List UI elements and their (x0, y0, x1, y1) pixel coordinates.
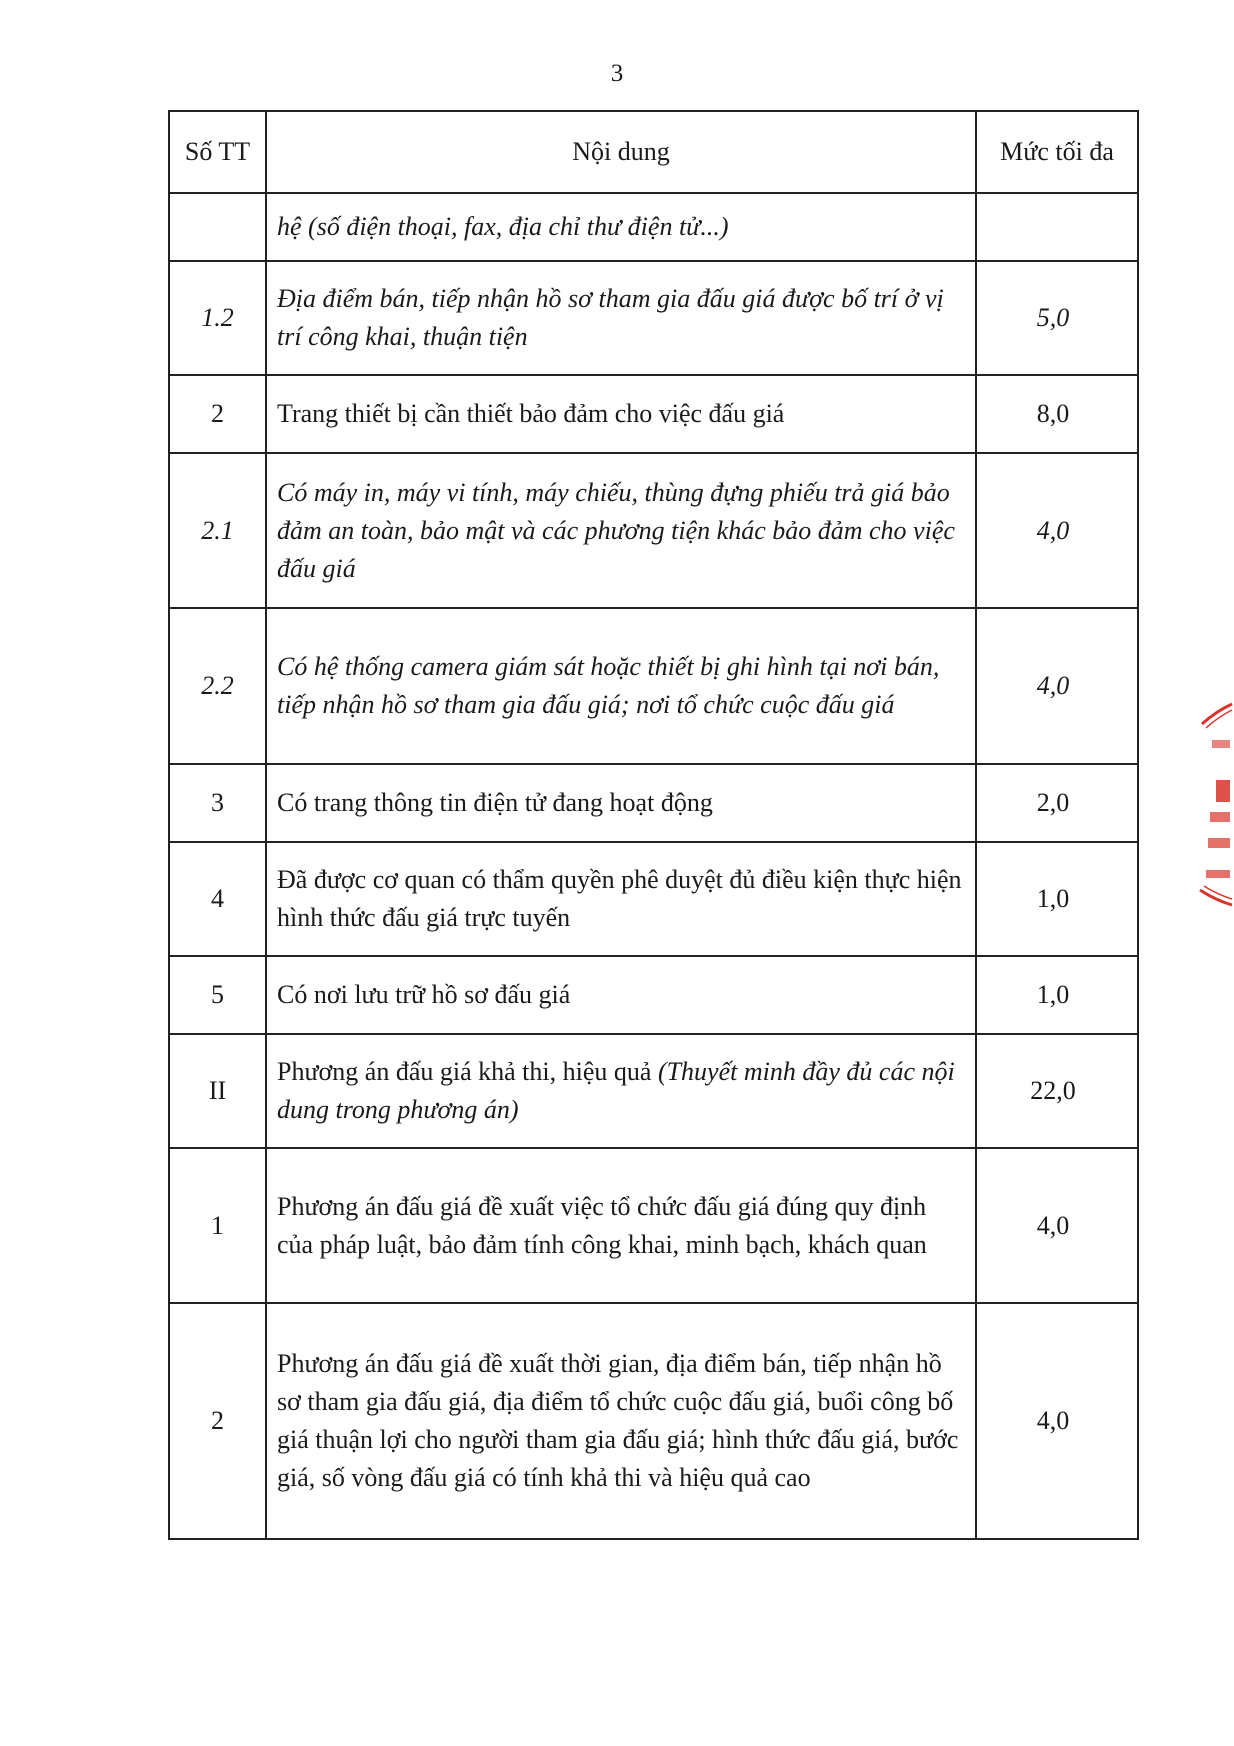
criteria-table (168, 110, 1139, 1540)
row-max-score: 4,0 (976, 1303, 1138, 1539)
row-stt: 5 (169, 956, 266, 1034)
row-content-text: Phương án đấu giá đề xuất thời gian, địa điểm bán, tiếp nhận hồ sơ tham gia đấu giá, địa điểm tổ chức cuộc đấu giá, buổi công bố giá thuận lợi cho người tham gia đấu giá; hình thức đấu giá, bước giá, số vòng đấu giá có tính khả thi và hiệu quả cao (277, 1349, 959, 1492)
row-content (266, 1034, 976, 1148)
row-content-text: Có trang thông tin điện tử đang hoạt động (277, 788, 713, 817)
row-max-score: 4,0 (976, 608, 1138, 764)
row-max-score: 4,0 (976, 1148, 1138, 1303)
table-row (169, 764, 1138, 842)
row-stt: 2 (169, 375, 266, 453)
row-max-score: 5,0 (976, 261, 1138, 375)
table-row (169, 608, 1138, 764)
row-content-suffix: (Thuyết minh đầy đủ các nội dung trong phương án) (277, 1057, 955, 1124)
row-content-text: Có nơi lưu trữ hồ sơ đấu giá (277, 980, 571, 1009)
row-max-score: 1,0 (976, 842, 1138, 956)
row-stt: 2 (169, 1303, 266, 1539)
row-content (266, 375, 976, 453)
row-stt: 2.1 (169, 453, 266, 608)
table-row (169, 1148, 1138, 1303)
row-content (266, 1303, 976, 1539)
row-max-score: 1,0 (976, 956, 1138, 1034)
row-content (266, 1148, 976, 1303)
row-stt: II (169, 1034, 266, 1148)
row-max-score: 8,0 (976, 375, 1138, 453)
row-content-text: Phương án đấu giá đề xuất việc tổ chức đấu giá đúng quy định của pháp luật, bảo đảm tính công khai, minh bạch, khách quan (277, 1191, 927, 1259)
row-max-score: 2,0 (976, 764, 1138, 842)
red-seal-stamp (1194, 700, 1234, 920)
table-row (169, 453, 1138, 608)
row-max-score: 4,0 (976, 453, 1138, 608)
row-stt: 4 (169, 842, 266, 956)
table-row (169, 261, 1138, 375)
row-content-text: Trang thiết bị cần thiết bảo đảm cho việc đấu giá (277, 399, 785, 428)
row-content (266, 764, 976, 842)
table-row (169, 1303, 1138, 1539)
row-content (266, 956, 976, 1034)
header-stt: Số TT (169, 111, 266, 193)
row-content (266, 453, 976, 608)
table-header-row (169, 111, 1138, 193)
row-content-text: Phương án đấu giá khả thi, hiệu quả (277, 1057, 658, 1086)
table-row (169, 842, 1138, 956)
row-max-score (976, 193, 1138, 261)
row-content (266, 193, 976, 261)
header-max-score: Mức tối đa (976, 111, 1138, 193)
row-max-score: 22,0 (976, 1034, 1138, 1148)
row-content (266, 608, 976, 764)
row-stt (169, 193, 266, 261)
row-stt: 2.2 (169, 608, 266, 764)
table-row (169, 1034, 1138, 1148)
row-stt: 1 (169, 1148, 266, 1303)
row-stt: 3 (169, 764, 266, 842)
table-row (169, 956, 1138, 1034)
row-content-text: Có hệ thống camera giám sát hoặc thiết bị ghi hình tại nơi bán, tiếp nhận hồ sơ tham gia đấu giá; nơi tổ chức cuộc đấu giá (277, 652, 940, 719)
header-content: Nội dung (266, 111, 976, 193)
row-content-text: hệ (số điện thoại, fax, địa chỉ thư điện tử...) (277, 212, 729, 241)
row-content-text: Địa điểm bán, tiếp nhận hồ sơ tham gia đấu giá được bố trí ở vị trí công khai, thuận tiện (277, 284, 944, 351)
row-content (266, 261, 976, 375)
row-stt: 1.2 (169, 261, 266, 375)
row-content-text: Có máy in, máy vi tính, máy chiếu, thùng đựng phiếu trả giá bảo đảm an toàn, bảo mật và các phương tiện khác bảo đảm cho việc đấu giá (277, 477, 955, 583)
row-content (266, 842, 976, 956)
table-row (169, 375, 1138, 453)
page-number: 3 (610, 60, 624, 87)
table-row (169, 193, 1138, 261)
row-content-text: Đã được cơ quan có thẩm quyền phê duyệt đủ điều kiện thực hiện hình thức đấu giá trực tuyến (277, 865, 962, 932)
